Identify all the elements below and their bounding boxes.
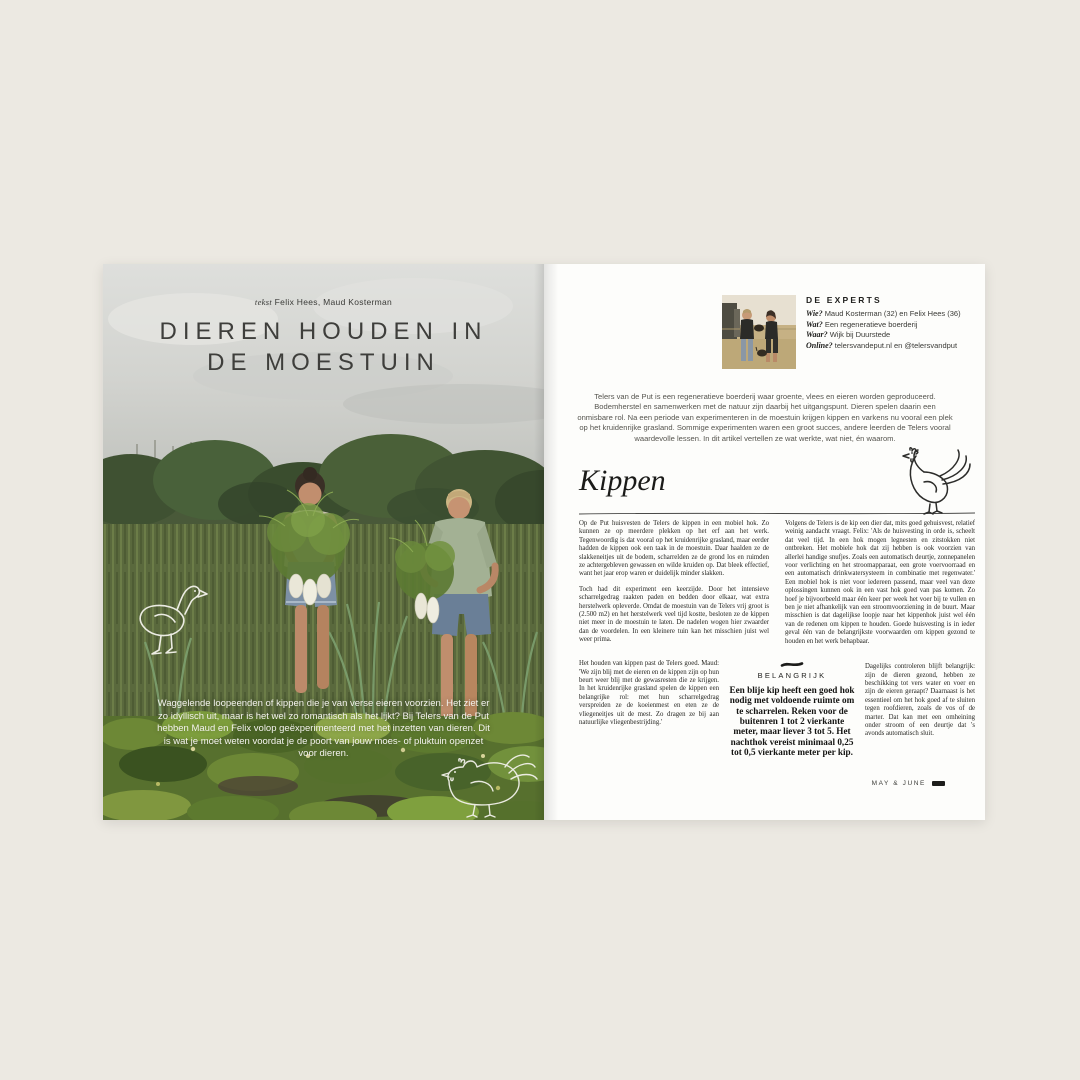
paragraph: Toch had dit experiment een keerzijde. Door het intensieve scharrelgedrag raakten paden en bedden door elkaar, wat extra herstelwerk opleverde. Omdat de moestuin van de Telers vrij groot is (2.500 m2) en het herstelwerk veel tijd kostte, besloten ze de kippen niet meer in de moestuin te laten. De nadelen wogen hier zwaarder dan de voordelen. In een kleinere tuin kan het misschien juist wel weer prima. [579,585,769,644]
expert-value: Een regeneratieve boerderij [824,319,918,329]
article-title [103,316,544,378]
callout-label: BELANGRIJK [757,671,827,681]
footer-bar-icon [932,781,945,786]
paragraph: Dagelijks controleren blijft belangrijk: zijn de dieren gezond, hebben ze beschikking tot vers water en voer en zijn de eieren geraapt? Daarnaast is het essentieel om het hok goed af te sluiten tegen roofdieren, zoals de vos of de marter. Dat kan met een omheining onder stroom of een deurtje dat 's avonds automatisch sluit. [865,663,975,738]
expert-value: telersvandeput.nl en @telersvandput [834,340,958,350]
expert-label: Wie? [806,309,823,318]
belangrijk-callout [728,660,856,757]
expert-value: Wijk bij Duurstede [829,330,891,339]
experts-info [806,295,978,369]
article-column-2 [785,520,975,653]
intro-paragraph: Telers van de Put is een regeneratieve boerderij waar groente, vlees en eieren worden geproduceerd. Bodemherstel en samenwerken met de natuur zijn daarbij het uitgangspunt. Dieren spelen daarin een onmisbare rol. Na een periode van experimenteren in de moestuin krijgen kippen en varkens nu vooral een plek op het kruidenrijke grasland. Sommige experimenten waren een groot succes, andere leerden de Telers vooral waardevolle lessen. In dit artikel vertellen ze wat werkte, wat niet, én waarom. [577,392,953,443]
callout-text: Een blije kip heeft een goed hok nodig met voldoende ruimte om te scharrelen. Reken voor de buitenren 1 tot 2 vierkante meter, maar liever 3 tot 5. Het nachthok vereist minimaal 0,25 tot 0,5 vierkante meter per kip. [729,685,855,757]
experts-photo [722,295,796,369]
article-columns-bottom [579,660,975,757]
callout-ornament-icon [780,661,804,668]
expert-label: Waar? [806,330,828,339]
paragraph: Het houden van kippen past de Telers goed. Maud: 'We zijn blij met de eieren en de kippen zijn op hun beurt weer blij met de gewasresten die ze krijgen. In het kruidenrijke grasland spelen de kippen een belangrijke rol: met hun scharrelgedrag verspreiden ze de koeienmest en eten ze de vliegeneitjes uit de mest. Zo dragen ze bij aan natuurlijke vliegenbestrijding.' [579,660,719,726]
byline [103,297,544,307]
experts-heading: DE EXPERTS [806,295,882,305]
expert-row-wat [806,320,978,331]
experts-block [722,295,978,369]
paragraph: Volgens de Telers is de kip een dier dat, mits goed gehuisvest, relatief weinig aandacht vraagt. Felix: 'Als de huisvesting in orde is, scheelt dat veel tijd. In een hok mogen legnesten en zitstokken niet ontbreken. Het mobiele hok dat zij hebben is ook voorzien van allerlei handige snufjes. Zoals een automatisch deurtje, zonnepanelen voor verlichting en het stroomapparaat, een grote voervoorraad en een automatisch drinkwatersysteem in combinatie met regenwater.' Een mobiel hok is niet voor iedereen passend, maar veel van deze oplossingen kunnen ook in een vast hok goed van pas komen. Zo hoef je bijvoorbeeld maar één keer per week het voer bij te vullen en ben je niet afhankelijk van een stroomvoorziening in de buurt. Maar misschien is dat dagelijkse loopje naar het kippenhok juist wel één van de redenen om kippen te houden. Goede huisvesting is in ieder geval één van de belangrijkste voorwaarden om kippen gezond te houden en het werk behapbaar. [785,520,975,645]
byline-prefix: tekst [254,297,272,307]
article-column-lower-right [865,660,975,757]
left-page [103,264,544,820]
title-line-2: DE MOESTUIN [207,349,440,376]
byline-names: Felix Hees, Maud Kosterman [274,297,393,307]
article-body [579,520,975,757]
expert-row-online [806,341,978,352]
duck-line-drawing-icon [125,564,220,664]
expert-row-waar [806,330,978,341]
magazine-spread [103,264,985,820]
section-heading-kippen: Kippen [579,464,666,497]
rooster-line-drawing-icon [896,442,976,516]
expert-row-wie [806,309,978,320]
page-footer [872,780,945,787]
title-line-1: DIEREN HOUDEN IN [159,318,488,345]
standfirst: Waggelende loopeenden of kippen die je van verse eieren voorzien. Het ziet er zo idyllisch uit, maar is het wel zo romantisch als het lijkt? Bij Telers van de Put hebben Maud en Felix volop geëxperimenteerd met het inzetten van dieren. Dit is wat je moet weten voordat je de poort van jouw moes- of pluktuin openzet voor dieren. [157,698,490,760]
expert-label: Wat? [806,319,823,329]
expert-value: Maud Kosterman (32) en Felix Hees (36) [824,309,961,318]
issue-label: MAY & JUNE [871,780,926,787]
article-column-lower-left [579,660,719,757]
paragraph: Op de Put huisvesten de Telers de kippen in een mobiel hok. Zo kunnen ze op meerdere plekken op het erf aan het werk. Tegenwoordig is dat vooral op het kruidenrijke grasland, maar eerder hadden de kippen ook een taak in de moestuin. Daar haalden ze de slakkeneitjes uit de bodem, scharrelden ze de grond los en ruimden ze achtergebleven gewassen en wilde kruiden op. Dat bleek effectief, want het jaar erop waren er duidelijk minder slakken. [579,520,769,578]
right-page [544,264,985,820]
article-column-1 [579,520,769,653]
article-columns-top [579,520,975,653]
expert-label: Online? [806,340,833,350]
